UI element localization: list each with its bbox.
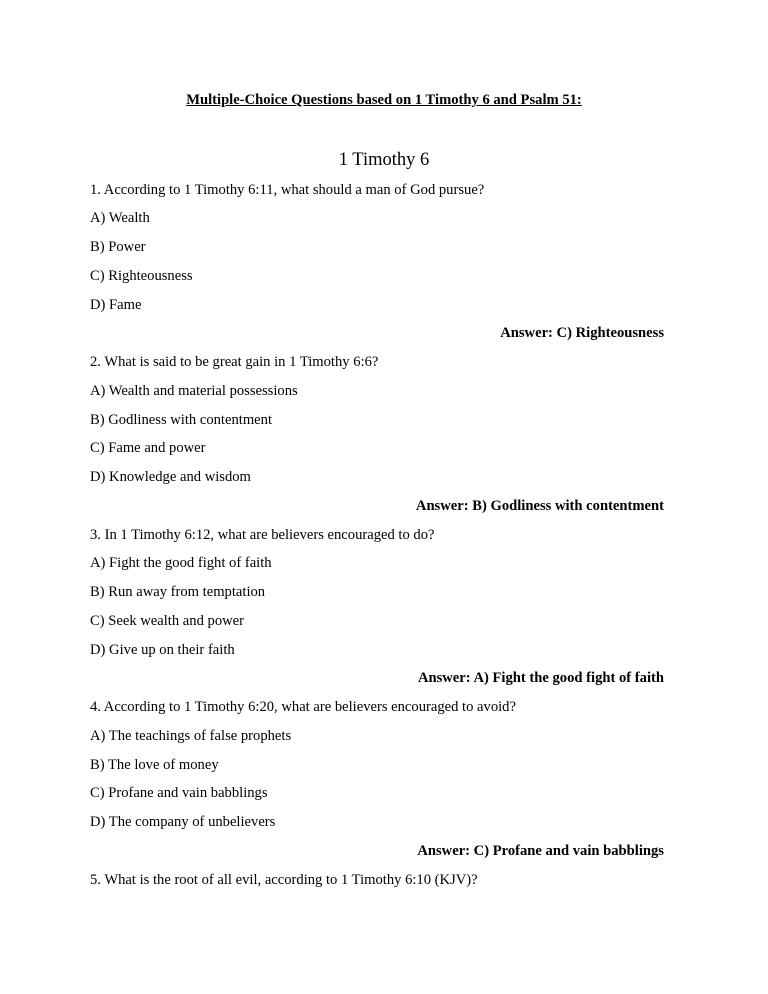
document-title: Multiple-Choice Questions based on 1 Timothy 6 and Psalm 51:	[186, 92, 582, 108]
option-d: D) Knowledge and wisdom	[90, 469, 251, 486]
section-heading: 1 Timothy 6	[338, 150, 430, 170]
option-b: B) Godliness with contentment	[90, 411, 272, 428]
question-text: 1. According to 1 Timothy 6:11, what should a man of God pursue?	[90, 181, 485, 198]
question-text: 5. What is the root of all evil, according to 1 Timothy 6:10 (KJV)?	[90, 871, 478, 888]
question-text: 4. According to 1 Timothy 6:20, what are believers encouraged to avoid?	[90, 699, 516, 716]
option-c: C) Righteousness	[90, 267, 193, 284]
question-list	[90, 176, 664, 895]
option-d: D) Fame	[90, 296, 142, 313]
answer-text: Answer: C) Profane and vain babblings	[417, 842, 664, 859]
option-c: C) Seek wealth and power	[90, 612, 244, 629]
option-b: B) Power	[90, 239, 146, 256]
option-a: A) The teachings of false prophets	[90, 727, 292, 744]
option-b: B) Run away from temptation	[90, 584, 266, 601]
question-text: 3. In 1 Timothy 6:12, what are believers encouraged to do?	[90, 526, 435, 543]
option-c: C) Profane and vain babblings	[90, 785, 268, 802]
answer-text: Answer: B) Godliness with contentment	[415, 497, 664, 514]
option-b: B) The love of money	[90, 756, 219, 773]
answer-text: Answer: A) Fight the good fight of faith	[417, 670, 664, 687]
answer-text: Answer: C) Righteousness	[500, 325, 664, 342]
question-text: 2. What is said to be great gain in 1 Timothy 6:6?	[90, 354, 379, 371]
option-d: D) The company of unbelievers	[90, 814, 276, 831]
option-a: A) Wealth	[90, 210, 150, 227]
option-c: C) Fame and power	[90, 440, 206, 457]
option-a: A) Fight the good fight of faith	[90, 555, 272, 572]
option-d: D) Give up on their faith	[90, 641, 235, 658]
option-a: A) Wealth and material possessions	[90, 382, 298, 399]
